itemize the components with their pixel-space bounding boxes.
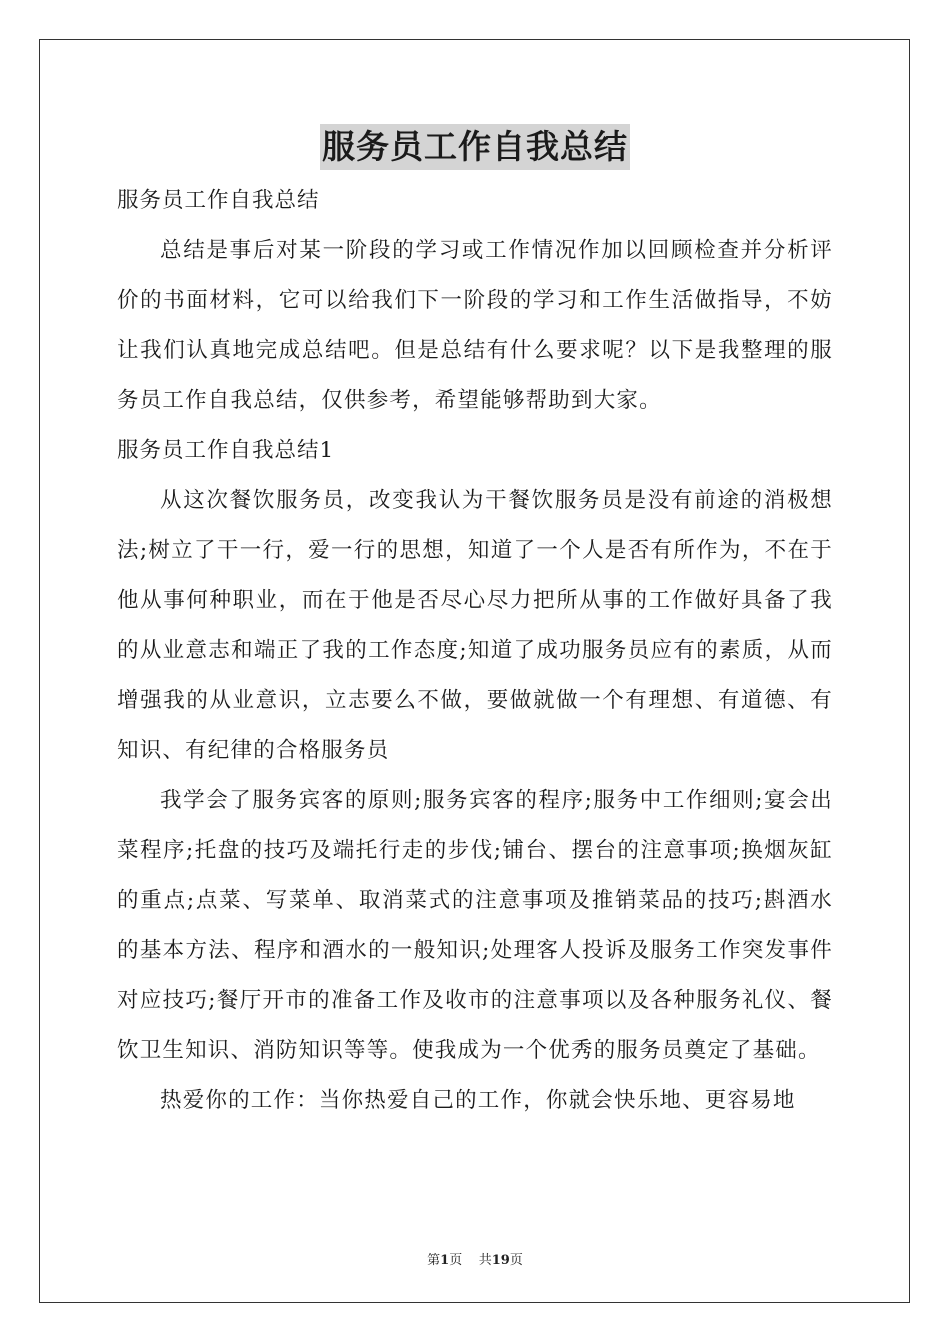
title-container <box>0 124 950 170</box>
document-body <box>117 176 833 1126</box>
total-suffix: 页 <box>509 1253 523 1268</box>
document-title: 服务员工作自我总结 <box>320 124 630 170</box>
page-prefix: 第 <box>427 1253 441 1268</box>
body-paragraph-3: 热爱你的工作：当你热爱自己的工作，你就会快乐地、更容易地 <box>160 1088 796 1113</box>
body-paragraph-1: 从这次餐饮服务员，改变我认为干餐饮服务员是没有前途的消极想法;树立了干一行，爱一行的思想，知道了一个人是否有所作为，不在于他从事何种职业，而在于他是否尽心尽力把所从事的工作做好具备了我的从业意志和端正了我的工作态度;知道了成功服务员应有的素质，从而增强我的从业意识，立志要么不做，要做就做一个有理想、有道德、有知识、有纪律的合格服务员 <box>117 488 833 763</box>
body-paragraph-2: 我学会了服务宾客的原则;服务宾客的程序;服务中工作细则;宴会出菜程序;托盘的技巧及端托行走的步伐;铺台、摆台的注意事项;换烟灰缸的重点;点菜、写菜单、取消菜式的注意事项及推销菜品的技巧;斟酒水的基本方法、程序和酒水的一般知识;处理客人投诉及服务工作突发事件对应技巧;餐厅开市的准备工作及收市的注意事项以及各种服务礼仪、餐饮卫生知识、消防知识等等。使我成为一个优秀的服务员奠定了基础。 <box>117 788 833 1063</box>
section-heading-1: 服务员工作自我总结1 <box>117 438 335 463</box>
page-number: 1 <box>440 1253 450 1268</box>
page-footer <box>0 1249 950 1268</box>
section-heading: 服务员工作自我总结 <box>117 188 320 213</box>
total-prefix: 共 <box>478 1253 492 1268</box>
total-pages: 19 <box>491 1253 510 1268</box>
intro-paragraph: 总结是事后对某一阶段的学习或工作情况作加以回顾检查并分析评价的书面材料，它可以给我们下一阶段的学习和工作生活做指导，不妨让我们认真地完成总结吧。但是总结有什么要求呢？以下是我整理的服务员工作自我总结，仅供参考，希望能够帮助到大家。 <box>117 238 833 413</box>
page-suffix: 页 <box>449 1253 463 1268</box>
